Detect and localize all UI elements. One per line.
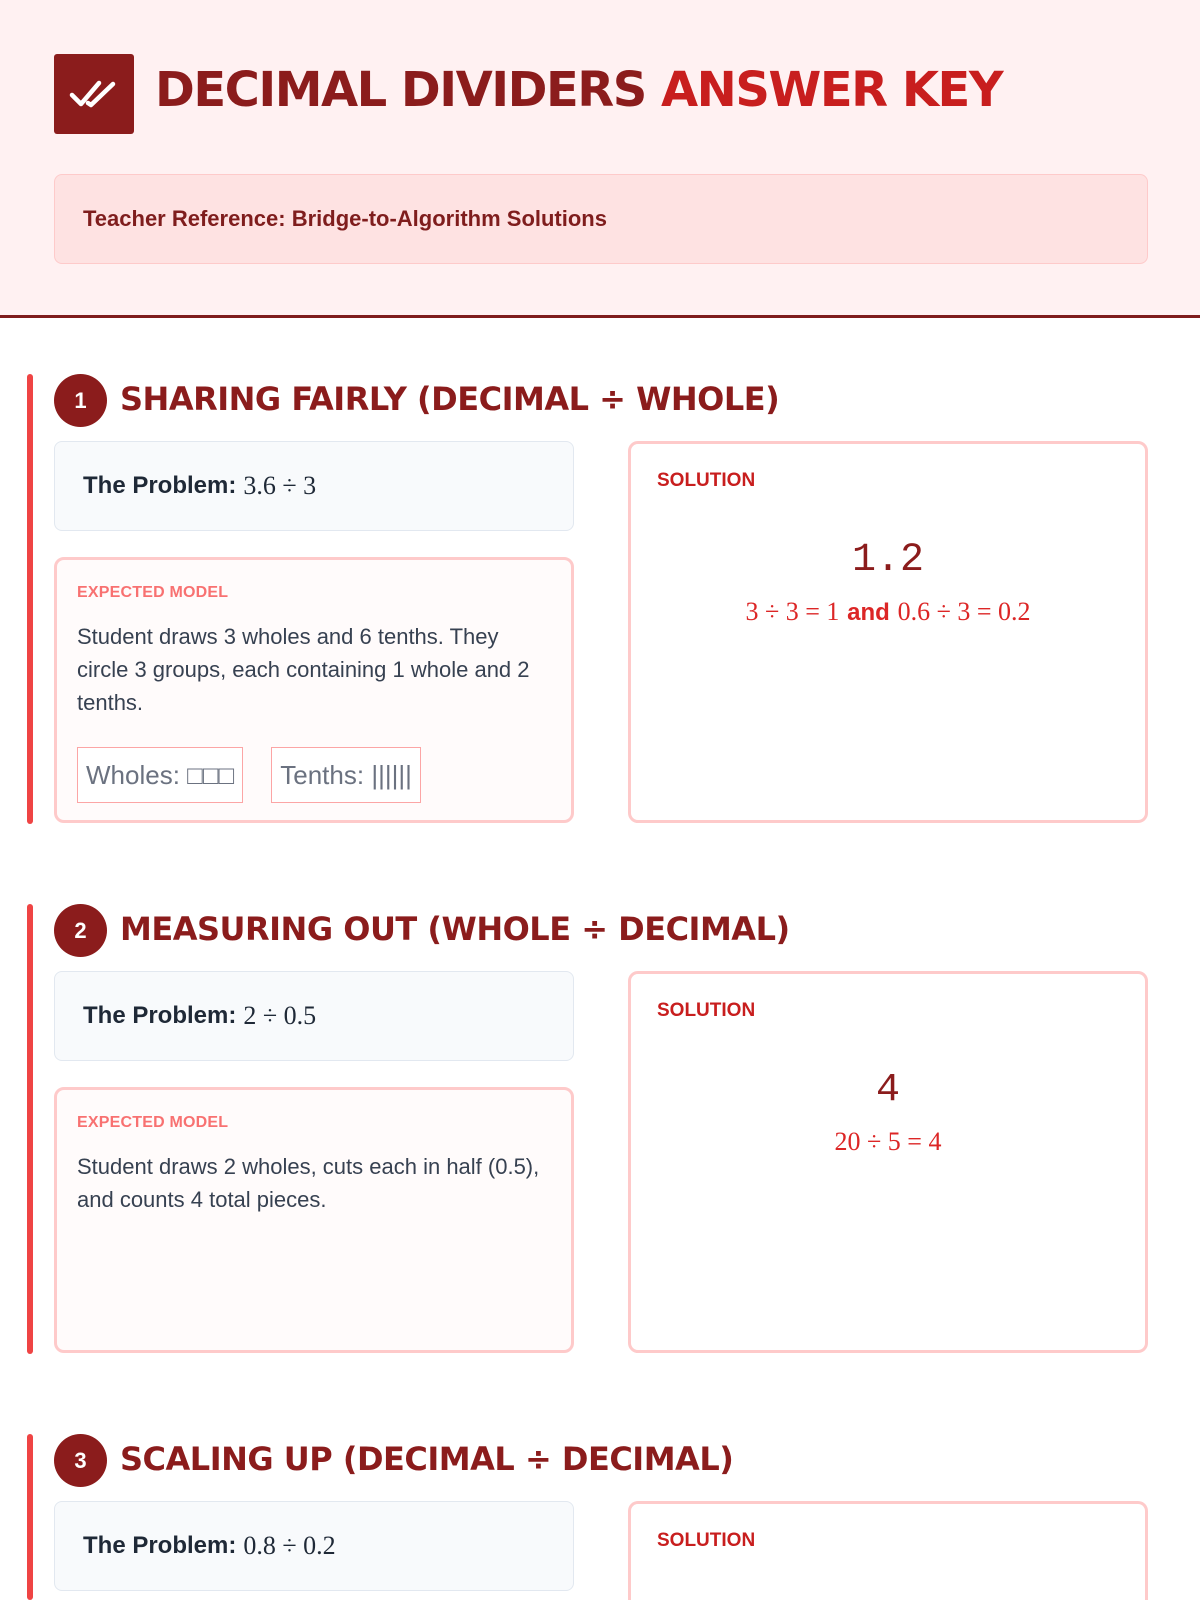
expected-model-box (54, 557, 574, 823)
solution-box (628, 971, 1148, 1353)
teacher-reference-banner (54, 174, 1148, 264)
tenths-tag: Tenths: |||||| (271, 747, 421, 803)
expected-model-label: EXPECTED MODEL (77, 584, 229, 601)
solution-box (628, 441, 1148, 823)
section-number-badge: 2 (54, 904, 107, 957)
section-number-badge: 1 (54, 374, 107, 427)
section-title: SHARING FAIRLY (DECIMAL ÷ WHOLE) (120, 380, 780, 418)
solution-work-joiner: and (847, 599, 890, 626)
logo (54, 54, 134, 134)
section-accent-bar (27, 374, 33, 824)
solution-work-step-2: 0.6 ÷ 3 = 0.2 (897, 597, 1031, 626)
section-number-badge: 3 (54, 1434, 107, 1487)
section-accent-bar (27, 1434, 33, 1600)
solution-answer: 4 (875, 1068, 900, 1113)
problem-label: The Problem: (83, 472, 237, 499)
expected-model-box (54, 1087, 574, 1353)
page-header (0, 0, 1200, 318)
model-tags (77, 747, 551, 803)
section-title: SCALING UP (DECIMAL ÷ DECIMAL) (120, 1440, 734, 1478)
expected-model-label: EXPECTED MODEL (77, 1114, 229, 1131)
expected-model-text: Student draws 2 wholes, cuts each in half (0.5), and counts 4 total pieces. (77, 1154, 540, 1212)
section-accent-bar (27, 904, 33, 1354)
solution-work (657, 1125, 1119, 1157)
solution-work-step-1: 3 ÷ 3 = 1 (745, 597, 840, 626)
solution-label: SOLUTION (657, 470, 756, 491)
page-title-main: DECIMAL DIVIDERS (155, 62, 646, 118)
problem-label: The Problem: (83, 1002, 237, 1029)
problem-box (54, 1501, 574, 1591)
double-check-icon (69, 77, 119, 111)
expected-model-text: Student draws 3 wholes and 6 tenths. They circle 3 groups, each containing 1 whole and 2 tenths. (77, 624, 530, 715)
section-3 (0, 1434, 1200, 1600)
problem-label: The Problem: (83, 1532, 237, 1559)
section-title: MEASURING OUT (WHOLE ÷ DECIMAL) (120, 910, 790, 948)
page-title-accent: ANSWER KEY (661, 62, 1003, 118)
problem-box (54, 441, 574, 531)
section-2 (0, 904, 1200, 1354)
problem-expression: 0.8 ÷ 0.2 (243, 1531, 336, 1560)
section-1 (0, 374, 1200, 824)
solution-answer: 1.2 (851, 538, 924, 583)
wholes-tag: Wholes: □□□ (77, 747, 243, 803)
problem-expression: 2 ÷ 0.5 (243, 1001, 317, 1030)
problem-box (54, 971, 574, 1061)
solution-work-step: 20 ÷ 5 = 4 (834, 1127, 942, 1156)
page-title (155, 62, 1002, 118)
teacher-reference-text: Teacher Reference: Bridge-to-Algorithm Solutions (83, 206, 607, 231)
solution-box (628, 1501, 1148, 1600)
solution-label: SOLUTION (657, 1000, 756, 1021)
problem-expression: 3.6 ÷ 3 (243, 471, 317, 500)
solution-label: SOLUTION (657, 1530, 756, 1551)
solution-work (657, 595, 1119, 627)
